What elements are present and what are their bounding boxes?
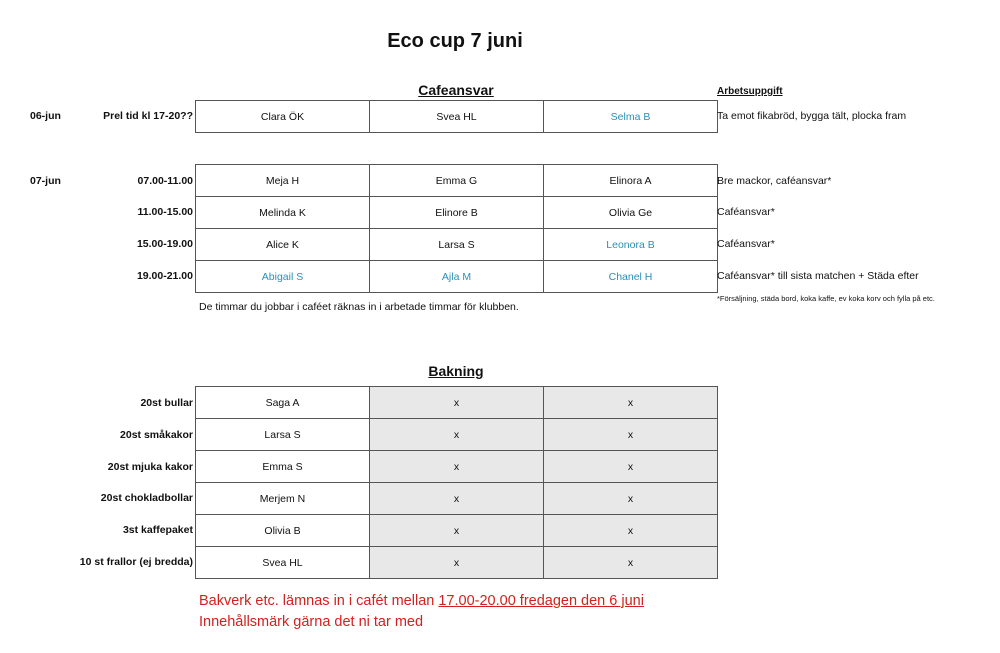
table-row (196, 229, 718, 261)
table-row (196, 165, 718, 197)
table-row (196, 101, 718, 133)
day2-row-time: 11.00-15.00 (137, 206, 193, 218)
baking-item: 3st kaffepaket (122, 524, 193, 536)
name-cell: Elinora A (544, 165, 718, 197)
day2-task: Caféansvar* (717, 206, 775, 218)
day2-task: Caféansvar* till sista matchen + Städa efter (717, 270, 919, 282)
name-cell: Clara ÖK (196, 101, 370, 133)
table-row (196, 387, 718, 419)
name-cell: Olivia B (196, 515, 370, 547)
hours-note: De timmar du jobbar i caféet räknas in i arbetade timmar för klubben. (199, 301, 519, 313)
day2-row-time: 19.00-21.00 (136, 270, 193, 282)
name-cell: Svea HL (370, 101, 544, 133)
baking-item: 20st småkakor (120, 429, 193, 441)
task-footnote: *Försäljning, städa bord, koka kaffe, ev koka korv och fylla på etc. (717, 294, 935, 303)
name-cell: Chanel H (544, 261, 718, 293)
name-cell: Elinore B (370, 197, 544, 229)
name-cell: Abigail S (196, 261, 370, 293)
x-cell: x (544, 451, 718, 483)
name-cell: Svea HL (196, 547, 370, 579)
name-cell: Saga A (196, 387, 370, 419)
table-row (196, 261, 718, 293)
name-cell: Emma G (370, 165, 544, 197)
dropoff-time: 17.00-20.00 fredagen den 6 juni (438, 593, 644, 609)
page-title: Eco cup 7 juni (387, 30, 523, 52)
baking-item: 20st mjuka kakor (107, 461, 193, 473)
dropoff-note (199, 593, 644, 609)
name-cell: Larsa S (196, 419, 370, 451)
task-heading: Arbetsuppgift (717, 86, 783, 97)
name-cell: Leonora B (544, 229, 718, 261)
name-cell: Ajla M (370, 261, 544, 293)
x-cell: x (544, 515, 718, 547)
day2-task: Caféansvar* (717, 238, 775, 250)
x-cell: x (370, 515, 544, 547)
name-cell: Selma B (544, 101, 718, 133)
table-row (196, 419, 718, 451)
x-cell: x (370, 387, 544, 419)
table-row (196, 515, 718, 547)
table-row (196, 451, 718, 483)
name-cell: Meja H (196, 165, 370, 197)
name-cell: Alice K (196, 229, 370, 261)
x-cell: x (544, 387, 718, 419)
x-cell: x (370, 483, 544, 515)
baking-table (195, 386, 718, 579)
day2-row-time: 07.00-11.00 (137, 175, 193, 187)
table-row (196, 197, 718, 229)
day1-row-time: Prel tid kl 17-20?? (103, 110, 193, 122)
x-cell: x (544, 547, 718, 579)
x-cell: x (544, 483, 718, 515)
table-row (196, 483, 718, 515)
baking-item: 10 st frallor (ej bredda) (79, 556, 193, 568)
dropoff-prefix: Bakverk etc. lämnas in i cafét mellan (199, 593, 439, 609)
x-cell: x (544, 419, 718, 451)
cafe-heading: Cafeansvar (418, 82, 494, 98)
day2-task: Bre mackor, caféansvar* (717, 175, 832, 187)
name-cell: Melinda K (196, 197, 370, 229)
baking-item: 20st bullar (140, 397, 193, 409)
day1-table (195, 100, 718, 133)
day2-row-time: 15.00-19.00 (136, 238, 193, 250)
name-cell: Olivia Ge (544, 197, 718, 229)
table-row (196, 547, 718, 579)
baking-heading: Bakning (428, 363, 484, 379)
x-cell: x (370, 451, 544, 483)
name-cell: Emma S (196, 451, 370, 483)
day1-date: 06-jun (30, 110, 61, 122)
baking-item: 20st chokladbollar (100, 492, 193, 504)
x-cell: x (370, 419, 544, 451)
day2-date: 07-jun (30, 175, 61, 187)
x-cell: x (370, 547, 544, 579)
day1-task: Ta emot fikabröd, bygga tält, plocka fram (717, 110, 907, 122)
day2-table (195, 164, 718, 293)
labeling-note: Innehållsmärk gärna det ni tar med (199, 614, 424, 630)
name-cell: Larsa S (370, 229, 544, 261)
name-cell: Merjem N (196, 483, 370, 515)
